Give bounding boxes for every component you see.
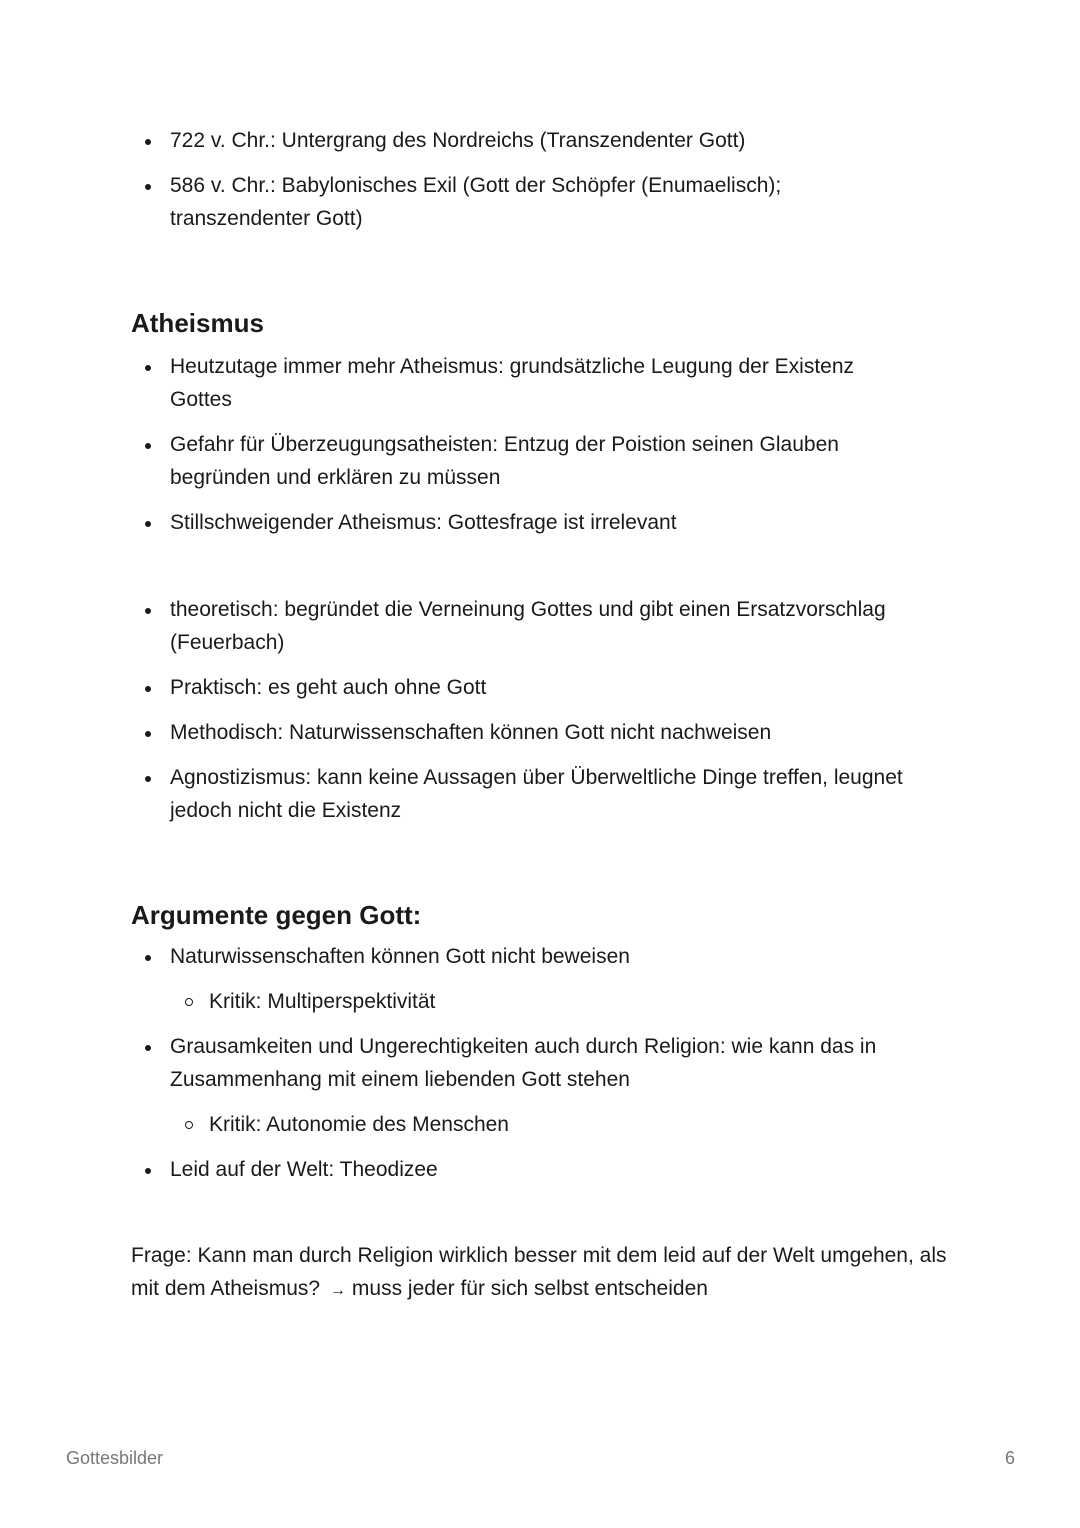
list-item: Grausamkeiten und Ungerechtigkeiten auch durch Religion: wie kann das in Zusammenhang mit einem liebenden Gott stehen bbox=[131, 1030, 930, 1096]
list-item: Agnostizismus: kann keine Aussagen über Überweltliche Dinge treffen, leugnet jedoch nicht die Existenz bbox=[131, 761, 960, 827]
list-item: theoretisch: begründet die Verneinung Gottes und gibt einen Ersatzvorschlag (Feuerbach) bbox=[131, 593, 960, 659]
sub-list-item: Kritik: Multiperspektivität bbox=[131, 985, 961, 1018]
question-paragraph bbox=[131, 1239, 961, 1307]
list-item: 586 v. Chr.: Babylonisches Exil (Gott der Schöpfer (Enumaelisch); transzendenter Gott) bbox=[131, 169, 820, 235]
sub-list-item: Kritik: Autonomie des Menschen bbox=[131, 1108, 961, 1141]
argumente-list bbox=[131, 940, 961, 1186]
list-item: Stillschweigender Atheismus: Gottesfrage ist irrelevant bbox=[131, 506, 961, 539]
list-item: Praktisch: es geht auch ohne Gott bbox=[131, 671, 961, 704]
question-answer: muss jeder für sich selbst entscheiden bbox=[351, 1277, 708, 1300]
list-item: Naturwissenschaften können Gott nicht beweisen bbox=[131, 940, 961, 973]
footer-page-number: 6 bbox=[1004, 1448, 1015, 1468]
list-item: 722 v. Chr.: Untergrang des Nordreichs (Transzendenter Gott) bbox=[131, 124, 961, 157]
footer-document-title: Gottesbilder bbox=[66, 1448, 164, 1468]
list-item: Leid auf der Welt: Theodizee bbox=[131, 1153, 961, 1186]
list-item: Gefahr für Überzeugungsatheisten: Entzug der Poistion seinen Glauben begründen und erklären zu müssen bbox=[131, 428, 900, 494]
list-item: Methodisch: Naturwissenschaften können Gott nicht nachweisen bbox=[131, 716, 961, 749]
question-text: Frage: Kann man durch Religion wirklich besser mit dem leid auf der Welt umgehen, als mit dem Atheismus? bbox=[131, 1244, 947, 1300]
atheismus-list-a bbox=[131, 350, 961, 539]
page-content bbox=[131, 124, 961, 1307]
section-heading-argumente: Argumente gegen Gott: bbox=[131, 900, 422, 930]
atheismus-list-b bbox=[131, 593, 961, 827]
arrow-icon: → bbox=[329, 1282, 346, 1299]
intro-list bbox=[131, 124, 961, 235]
section-heading-atheismus: Atheismus bbox=[131, 308, 264, 338]
list-item: Heutzutage immer mehr Atheismus: grundsätzliche Leugung der Existenz Gottes bbox=[131, 350, 900, 416]
